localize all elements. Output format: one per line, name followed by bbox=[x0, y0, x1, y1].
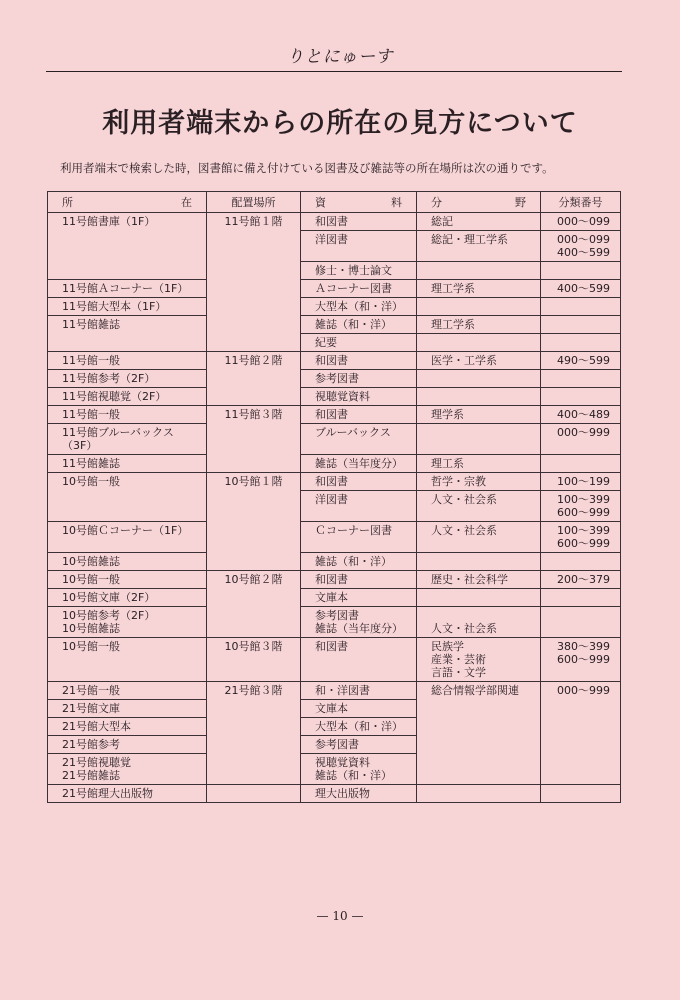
place-cell: 10号館１階 bbox=[207, 473, 301, 571]
material-cell: 洋図書 bbox=[301, 491, 417, 522]
field-cell: 総記・理工学系 bbox=[417, 231, 541, 262]
material-cell: 大型本（和・洋） bbox=[301, 298, 417, 316]
field-cell bbox=[417, 785, 541, 803]
field-cell bbox=[417, 370, 541, 388]
table-row bbox=[48, 424, 621, 455]
location-cell: 11号館雑誌 bbox=[48, 455, 207, 473]
code-cell bbox=[541, 316, 621, 334]
code-cell: 000〜099 400〜599 bbox=[541, 231, 621, 262]
code-cell bbox=[541, 388, 621, 406]
place-cell: 10号館２階 bbox=[207, 571, 301, 638]
location-cell: 21号館参考 bbox=[48, 736, 207, 754]
field-cell: 総合情報学部関連 bbox=[417, 682, 541, 785]
field-cell bbox=[417, 553, 541, 571]
header-code: 分類番号 bbox=[541, 192, 621, 213]
table-row bbox=[48, 589, 621, 607]
material-cell: 参考図書 bbox=[301, 370, 417, 388]
code-cell bbox=[541, 262, 621, 280]
location-cell: 10号館参考（2F） 10号館雑誌 bbox=[48, 607, 207, 638]
field-cell: 理学系 bbox=[417, 406, 541, 424]
location-cell: 21号館大型本 bbox=[48, 718, 207, 736]
code-cell: 380〜399 600〜999 bbox=[541, 638, 621, 682]
table-row bbox=[48, 370, 621, 388]
header-material: 資 料 bbox=[301, 192, 417, 213]
material-cell: 参考図書 雑誌（当年度分） bbox=[301, 607, 417, 638]
field-cell: 理工学系 bbox=[417, 316, 541, 334]
material-cell: 視聴覚資料 雑誌（和・洋） bbox=[301, 754, 417, 785]
code-cell bbox=[541, 607, 621, 638]
location-cell: 11号館視聴覚（2F） bbox=[48, 388, 207, 406]
location-cell: 10号館一般 bbox=[48, 638, 207, 682]
material-cell: 文庫本 bbox=[301, 589, 417, 607]
material-cell: 参考図書 bbox=[301, 736, 417, 754]
material-cell: 修士・博士論文 bbox=[301, 262, 417, 280]
location-cell: 10号館文庫（2F） bbox=[48, 589, 207, 607]
location-cell: 10号館一般 bbox=[48, 571, 207, 589]
field-cell bbox=[417, 334, 541, 352]
material-cell: 理大出版物 bbox=[301, 785, 417, 803]
material-cell: 和図書 bbox=[301, 406, 417, 424]
location-table bbox=[47, 191, 620, 803]
material-cell: 雑誌（和・洋） bbox=[301, 316, 417, 334]
material-cell: 大型本（和・洋） bbox=[301, 718, 417, 736]
material-cell: 雑誌（和・洋） bbox=[301, 553, 417, 571]
field-cell: 人文・社会系 bbox=[417, 522, 541, 553]
material-cell: 洋図書 bbox=[301, 231, 417, 262]
table-row bbox=[48, 682, 621, 700]
material-cell: 視聴覚資料 bbox=[301, 388, 417, 406]
table-row bbox=[48, 785, 621, 803]
material-cell: 和・洋図書 bbox=[301, 682, 417, 700]
code-cell bbox=[541, 589, 621, 607]
table-row bbox=[48, 455, 621, 473]
code-cell: 200〜379 bbox=[541, 571, 621, 589]
field-cell: 人文・社会系 bbox=[417, 491, 541, 522]
field-cell: 理工学系 bbox=[417, 280, 541, 298]
field-cell: 哲学・宗教 bbox=[417, 473, 541, 491]
field-cell: 医学・工学系 bbox=[417, 352, 541, 370]
field-cell bbox=[417, 424, 541, 455]
code-cell: 400〜599 bbox=[541, 280, 621, 298]
material-cell: Ｃコーナー図書 bbox=[301, 522, 417, 553]
code-cell: 000〜999 bbox=[541, 424, 621, 455]
field-cell bbox=[417, 262, 541, 280]
intro-text: 利用者端末で検索した時，図書館に備え付けている図書及び雑誌等の所在場所は次の通りです。 bbox=[60, 161, 554, 175]
location-cell: 21号館文庫 bbox=[48, 700, 207, 718]
location-cell: 11号館雑誌 bbox=[48, 316, 207, 352]
location-cell: 11号館参考（2F） bbox=[48, 370, 207, 388]
place-cell: 21号館３階 bbox=[207, 682, 301, 785]
page-number: — 10 — bbox=[316, 909, 364, 923]
material-cell: 雑誌（当年度分） bbox=[301, 455, 417, 473]
location-cell: 10号館Ｃコーナー（1F） bbox=[48, 522, 207, 553]
table-row bbox=[48, 638, 621, 682]
material-cell: ブルーバックス bbox=[301, 424, 417, 455]
location-cell: 11号館ブルーバックス（3F） bbox=[48, 424, 207, 455]
table-row bbox=[48, 388, 621, 406]
material-cell: 和図書 bbox=[301, 473, 417, 491]
location-cell: 11号館一般 bbox=[48, 406, 207, 424]
field-cell: 総記 bbox=[417, 213, 541, 231]
material-cell: 文庫本 bbox=[301, 700, 417, 718]
table-row bbox=[48, 280, 621, 298]
field-cell bbox=[417, 388, 541, 406]
field-cell: 民族学 産業・芸術 言語・文学 bbox=[417, 638, 541, 682]
table-row bbox=[48, 473, 621, 491]
table-header-row bbox=[48, 192, 621, 213]
place-cell: 11号館３階 bbox=[207, 406, 301, 473]
code-cell: 100〜399 600〜999 bbox=[541, 491, 621, 522]
header-place: 配置場所 bbox=[207, 192, 301, 213]
code-cell: 000〜999 bbox=[541, 682, 621, 785]
location-cell: 21号館理大出版物 bbox=[48, 785, 207, 803]
field-cell: 人文・社会系 bbox=[417, 607, 541, 638]
header-divider bbox=[46, 71, 622, 72]
code-cell: 100〜399 600〜999 bbox=[541, 522, 621, 553]
table-row bbox=[48, 571, 621, 589]
code-cell bbox=[541, 455, 621, 473]
page-title: 利用者端末からの所在の見方について bbox=[102, 108, 578, 139]
table-row bbox=[48, 607, 621, 638]
code-cell: 490〜599 bbox=[541, 352, 621, 370]
place-cell: 11号館１階 bbox=[207, 213, 301, 352]
location-cell: 21号館一般 bbox=[48, 682, 207, 700]
material-cell: 和図書 bbox=[301, 571, 417, 589]
code-cell bbox=[541, 298, 621, 316]
material-cell: 紀要 bbox=[301, 334, 417, 352]
location-cell: 10号館雑誌 bbox=[48, 553, 207, 571]
field-cell bbox=[417, 298, 541, 316]
table-row bbox=[48, 352, 621, 370]
code-cell bbox=[541, 785, 621, 803]
location-cell: 11号館Ａコーナー（1F） bbox=[48, 280, 207, 298]
table-row bbox=[48, 553, 621, 571]
code-cell: 000〜099 bbox=[541, 213, 621, 231]
code-cell bbox=[541, 553, 621, 571]
location-cell: 21号館視聴覚 21号館雑誌 bbox=[48, 754, 207, 785]
header-location: 所 在 bbox=[48, 192, 207, 213]
code-cell bbox=[541, 334, 621, 352]
location-cell: 11号館一般 bbox=[48, 352, 207, 370]
place-cell: 10号館３階 bbox=[207, 638, 301, 682]
material-cell: 和図書 bbox=[301, 213, 417, 231]
location-cell: 11号館書庫（1F） bbox=[48, 213, 207, 280]
place-cell: 11号館２階 bbox=[207, 352, 301, 406]
place-cell bbox=[207, 785, 301, 803]
code-cell: 100〜199 bbox=[541, 473, 621, 491]
code-cell bbox=[541, 370, 621, 388]
location-cell: 10号館一般 bbox=[48, 473, 207, 522]
material-cell: 和図書 bbox=[301, 352, 417, 370]
header-field: 分 野 bbox=[417, 192, 541, 213]
newsletter-title: りとにゅーす bbox=[286, 47, 394, 67]
material-cell: Ａコーナー図書 bbox=[301, 280, 417, 298]
field-cell bbox=[417, 589, 541, 607]
table-row bbox=[48, 406, 621, 424]
field-cell: 歴史・社会科学 bbox=[417, 571, 541, 589]
table-row bbox=[48, 316, 621, 334]
code-cell: 400〜489 bbox=[541, 406, 621, 424]
table-row bbox=[48, 522, 621, 553]
field-cell: 理工系 bbox=[417, 455, 541, 473]
table-row bbox=[48, 298, 621, 316]
table-row bbox=[48, 213, 621, 231]
location-cell: 11号館大型本（1F） bbox=[48, 298, 207, 316]
material-cell: 和図書 bbox=[301, 638, 417, 682]
